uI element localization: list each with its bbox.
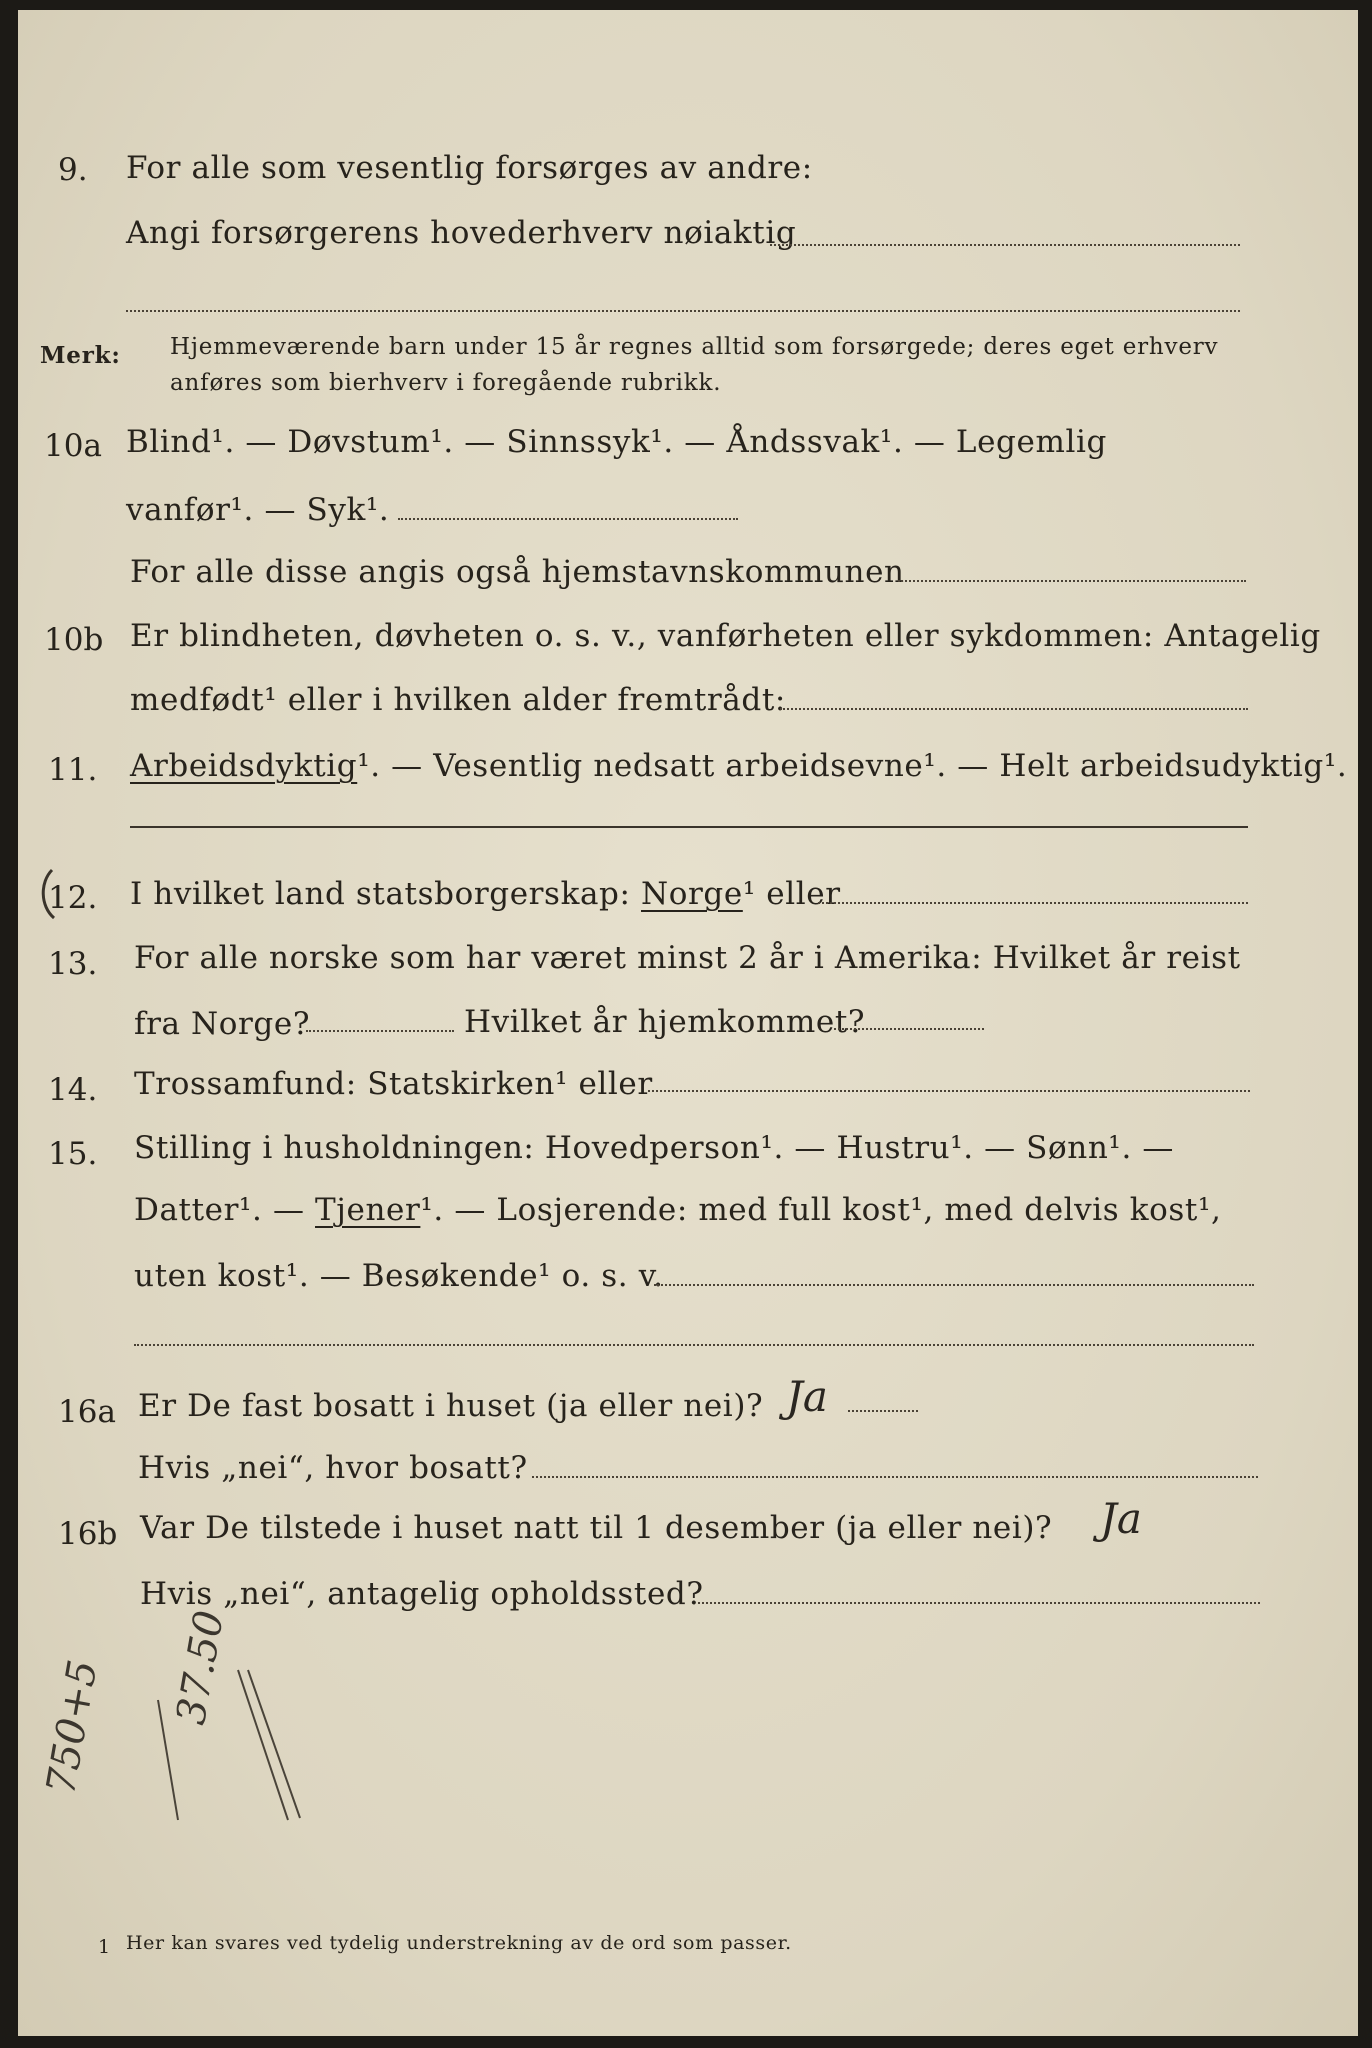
merk-label: Merk: [40, 342, 121, 369]
q9-line2: Angi forsørgerens hovederhverv nøiaktig [126, 215, 797, 251]
q16b-line1: Var De tilstede i huset natt til 1 desember (ja eller nei)? [140, 1510, 1053, 1546]
q12-question: I hvilket land statsborgerskap: [130, 876, 631, 912]
q15-line1: Stilling i husholdningen: Hovedperson¹. — Hustru¹. — Sønn¹. — [134, 1130, 1174, 1166]
q10b-line1: Er blindheten, døvheten o. s. v., vanførheten eller sykdommen: Antagelig [130, 618, 1321, 654]
q12-check-mark-icon [32, 866, 72, 922]
merk-line1: Hjemmeværende barn under 15 år regnes alltid som forsørgede; deres eget erhverv [170, 334, 1219, 360]
q14-answer-line[interactable] [648, 1090, 1250, 1092]
q13-number: 13. [48, 946, 98, 982]
q11-option-arbeidsdyktig[interactable]: Arbeidsdyktig [130, 748, 358, 784]
q10b-number: 10b [44, 622, 104, 658]
q12-answer-line[interactable] [818, 902, 1248, 904]
q15-line2b: ¹. — Losjerende: med full kost¹, med delvis kost¹, [420, 1192, 1222, 1228]
q10a-number: 10a [44, 428, 102, 464]
q10a-line2: vanfør¹. — Syk¹. [126, 492, 390, 528]
q11-text [130, 748, 1347, 784]
q13-line2b: Hvilket år hjemkommet? [464, 1004, 866, 1040]
q9-answer-line[interactable] [770, 244, 1240, 246]
q12-text [130, 876, 841, 912]
q10a-line3: For alle disse angis også hjemstavnskommunen [130, 554, 905, 590]
q15-option-tjener[interactable]: Tjener [315, 1192, 421, 1228]
q16b-number: 16b [58, 1516, 118, 1552]
q10a-line1: Blind¹. — Døvstum¹. — Sinnssyk¹. — Åndssvak¹. — Legemlig [126, 424, 1107, 460]
q16b-opholdssted-answer-line[interactable] [698, 1602, 1260, 1604]
q11-rest: ¹. — Vesentlig nedsatt arbeidsevne¹. — Helt arbeidsudyktig¹. [357, 748, 1348, 784]
q12-number: 12. [48, 880, 98, 916]
q11-number: 11. [48, 752, 98, 788]
q10b-answer-line[interactable] [780, 708, 1248, 710]
q9-line1: For alle som vesentlig forsørges av andre: [126, 150, 813, 186]
q13-line2a: fra Norge? [134, 1006, 311, 1042]
q15-number: 15. [48, 1136, 98, 1172]
q16a-handwritten-answer[interactable]: Ja [786, 1372, 828, 1421]
q16a-line2: Hvis „nei“, hvor bosatt? [138, 1450, 528, 1486]
q13-line1: For alle norske som har været minst 2 år i Amerika: Hvilket år reist [134, 940, 1241, 976]
margin-strokes-icon [118, 1650, 318, 1890]
q16b-handwritten-answer[interactable]: Ja [1100, 1494, 1142, 1543]
q10a-answer-line[interactable] [398, 518, 738, 520]
q12-option-norge[interactable]: Norge [641, 876, 743, 912]
q14-number: 14. [48, 1072, 98, 1108]
q15-line2a: Datter¹. — [134, 1192, 316, 1228]
q12-rest: ¹ eller [742, 876, 841, 912]
q16a-line1: Er De fast bosatt i huset (ja eller nei)? [138, 1388, 764, 1424]
q16a-bosatt-answer-line[interactable] [532, 1476, 1258, 1478]
margin-note-b: 37.50 [168, 1607, 234, 1728]
q16b-line2: Hvis „nei“, antagelig opholdssted? [140, 1576, 704, 1612]
q14-text: Trossamfund: Statskirken¹ eller [134, 1066, 653, 1102]
census-form-page [18, 10, 1358, 2036]
merk-line2: anføres som bierhverv i foregående rubrikk. [170, 370, 722, 396]
q10b-line2: medfødt¹ eller i hvilken alder fremtrådt: [130, 682, 786, 718]
q9-number: 9. [58, 152, 88, 188]
q16a-answer-line[interactable] [848, 1410, 918, 1412]
footnote-mark: 1 [98, 1936, 111, 1958]
margin-note-a: 750+5 [38, 1656, 107, 1798]
q13-hjemkommet-answer-line[interactable] [834, 1028, 984, 1030]
q9-answer-line-2[interactable] [126, 310, 1240, 312]
q11-answer-line[interactable] [130, 826, 1248, 828]
q15-answer-line[interactable] [654, 1284, 1254, 1286]
q13-reist-answer-line[interactable] [306, 1030, 454, 1032]
footnote-text: Her kan svares ved tydelig understrekning av de ord som passer. [126, 1932, 792, 1954]
q15-line3: uten kost¹. — Besøkende¹ o. s. v. [134, 1258, 664, 1294]
q15-line2 [134, 1192, 1221, 1228]
q16a-number: 16a [58, 1394, 116, 1430]
q15-answer-line-2[interactable] [134, 1344, 1254, 1346]
q10a-hjemstavn-line[interactable] [898, 580, 1246, 582]
